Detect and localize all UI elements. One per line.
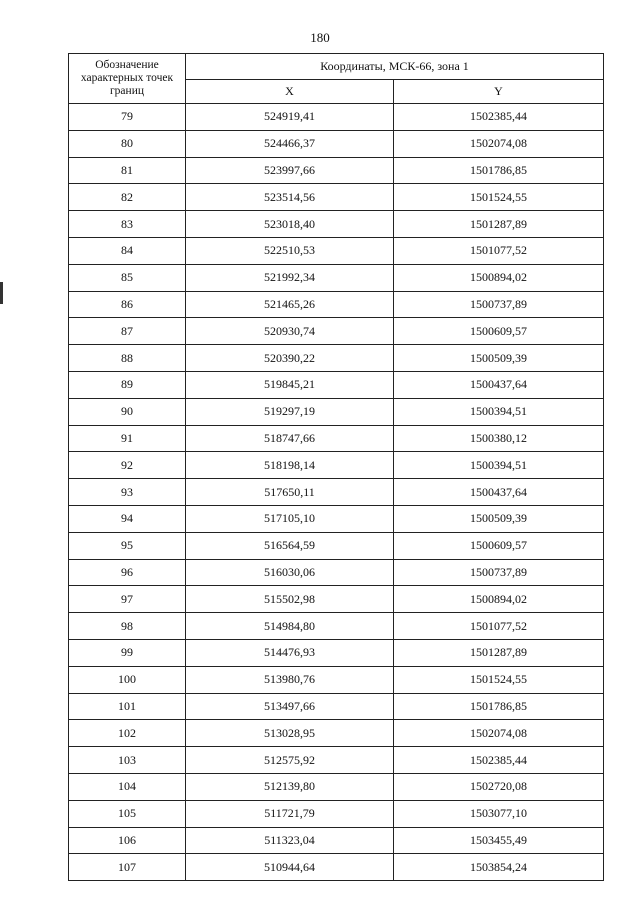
x-coordinate-cell: 512139,80 xyxy=(186,773,394,800)
point-cell: 86 xyxy=(69,291,186,318)
x-coordinate-cell: 516030,06 xyxy=(186,559,394,586)
x-coordinate-cell: 512575,92 xyxy=(186,747,394,774)
y-coordinate-cell: 1503077,10 xyxy=(394,800,604,827)
y-coordinate-cell: 1501786,85 xyxy=(394,693,604,720)
table-row xyxy=(69,505,604,532)
point-cell: 91 xyxy=(69,425,186,452)
y-coordinate-cell: 1500737,89 xyxy=(394,559,604,586)
point-cell: 87 xyxy=(69,318,186,345)
point-cell: 99 xyxy=(69,639,186,666)
table-row xyxy=(69,425,604,452)
y-coordinate-cell: 1500394,51 xyxy=(394,452,604,479)
x-coordinate-cell: 519297,19 xyxy=(186,398,394,425)
x-coordinate-cell: 515502,98 xyxy=(186,586,394,613)
point-cell: 94 xyxy=(69,505,186,532)
x-coordinate-cell: 513028,95 xyxy=(186,720,394,747)
point-cell: 100 xyxy=(69,666,186,693)
point-cell: 84 xyxy=(69,237,186,264)
table-row xyxy=(69,800,604,827)
page-number: 180 xyxy=(310,30,330,45)
point-cell: 89 xyxy=(69,371,186,398)
x-coordinate-cell: 518198,14 xyxy=(186,452,394,479)
y-coordinate-cell: 1501786,85 xyxy=(394,157,604,184)
x-coordinate-cell: 523018,40 xyxy=(186,211,394,238)
y-coordinate-cell: 1503854,24 xyxy=(394,854,604,881)
y-coordinate-cell: 1501524,55 xyxy=(394,184,604,211)
table-row xyxy=(69,586,604,613)
table-row xyxy=(69,291,604,318)
table-row xyxy=(69,345,604,372)
table-row xyxy=(69,398,604,425)
table-row xyxy=(69,532,604,559)
x-coordinate-cell: 520930,74 xyxy=(186,318,394,345)
x-coordinate-cell: 514476,93 xyxy=(186,639,394,666)
point-cell: 81 xyxy=(69,157,186,184)
table-body xyxy=(69,104,604,881)
y-coordinate-cell: 1502074,08 xyxy=(394,130,604,157)
point-cell: 102 xyxy=(69,720,186,747)
y-coordinate-cell: 1501287,89 xyxy=(394,639,604,666)
table-row xyxy=(69,479,604,506)
coordinates-header: Координаты, МСК-66, зона 1 xyxy=(186,54,604,80)
y-coordinate-cell: 1502720,08 xyxy=(394,773,604,800)
y-coordinate-cell: 1501077,52 xyxy=(394,237,604,264)
point-cell: 82 xyxy=(69,184,186,211)
point-cell: 88 xyxy=(69,345,186,372)
y-coordinate-cell: 1502385,44 xyxy=(394,747,604,774)
table-row xyxy=(69,318,604,345)
y-coordinate-cell: 1500737,89 xyxy=(394,291,604,318)
point-cell: 98 xyxy=(69,613,186,640)
table-header xyxy=(69,54,604,104)
table-row xyxy=(69,747,604,774)
y-coordinate-cell: 1500609,57 xyxy=(394,318,604,345)
table-row xyxy=(69,854,604,881)
table-row xyxy=(69,639,604,666)
point-cell: 101 xyxy=(69,693,186,720)
y-coordinate-cell: 1500437,64 xyxy=(394,479,604,506)
x-coordinate-cell: 521465,26 xyxy=(186,291,394,318)
x-coordinate-cell: 522510,53 xyxy=(186,237,394,264)
y-coordinate-cell: 1500437,64 xyxy=(394,371,604,398)
table-row xyxy=(69,104,604,131)
y-coordinate-cell: 1500509,39 xyxy=(394,345,604,372)
table-row xyxy=(69,693,604,720)
y-coordinate-cell: 1501287,89 xyxy=(394,211,604,238)
x-coordinate-cell: 514984,80 xyxy=(186,613,394,640)
table-row xyxy=(69,371,604,398)
table-row xyxy=(69,130,604,157)
x-coordinate-cell: 520390,22 xyxy=(186,345,394,372)
point-cell: 104 xyxy=(69,773,186,800)
point-cell: 85 xyxy=(69,264,186,291)
y-coordinate-cell: 1500380,12 xyxy=(394,425,604,452)
table-row xyxy=(69,720,604,747)
x-coordinate-cell: 510944,64 xyxy=(186,854,394,881)
point-cell: 93 xyxy=(69,479,186,506)
point-cell: 103 xyxy=(69,747,186,774)
y-coordinate-cell: 1503455,49 xyxy=(394,827,604,854)
point-cell: 105 xyxy=(69,800,186,827)
table-row xyxy=(69,157,604,184)
point-cell: 95 xyxy=(69,532,186,559)
point-cell: 83 xyxy=(69,211,186,238)
x-coordinate-cell: 516564,59 xyxy=(186,532,394,559)
table-row xyxy=(69,559,604,586)
x-coordinate-cell: 524919,41 xyxy=(186,104,394,131)
point-cell: 97 xyxy=(69,586,186,613)
x-coordinate-cell: 511721,79 xyxy=(186,800,394,827)
x-coordinate-cell: 521992,34 xyxy=(186,264,394,291)
table-row xyxy=(69,613,604,640)
table-row xyxy=(69,666,604,693)
table-row xyxy=(69,237,604,264)
designation-header: Обозначение характерных точек границ xyxy=(69,54,186,104)
y-coordinate-cell: 1500509,39 xyxy=(394,505,604,532)
y-coordinate-cell: 1500894,02 xyxy=(394,586,604,613)
point-cell: 107 xyxy=(69,854,186,881)
table-row xyxy=(69,827,604,854)
y-column-header: Y xyxy=(394,80,604,104)
y-coordinate-cell: 1500394,51 xyxy=(394,398,604,425)
x-coordinate-cell: 513497,66 xyxy=(186,693,394,720)
point-cell: 106 xyxy=(69,827,186,854)
x-coordinate-cell: 519845,21 xyxy=(186,371,394,398)
table-row xyxy=(69,264,604,291)
y-coordinate-cell: 1501524,55 xyxy=(394,666,604,693)
point-cell: 79 xyxy=(69,104,186,131)
y-coordinate-cell: 1502385,44 xyxy=(394,104,604,131)
x-coordinate-cell: 523514,56 xyxy=(186,184,394,211)
x-coordinate-cell: 524466,37 xyxy=(186,130,394,157)
table-row xyxy=(69,211,604,238)
x-coordinate-cell: 511323,04 xyxy=(186,827,394,854)
table-row xyxy=(69,452,604,479)
x-coordinate-cell: 517650,11 xyxy=(186,479,394,506)
coordinates-table xyxy=(68,53,604,881)
scan-edge-mark xyxy=(0,282,3,304)
x-coordinate-cell: 518747,66 xyxy=(186,425,394,452)
x-coordinate-cell: 513980,76 xyxy=(186,666,394,693)
table-row xyxy=(69,184,604,211)
point-cell: 92 xyxy=(69,452,186,479)
x-coordinate-cell: 517105,10 xyxy=(186,505,394,532)
x-column-header: X xyxy=(186,80,394,104)
y-coordinate-cell: 1501077,52 xyxy=(394,613,604,640)
point-cell: 96 xyxy=(69,559,186,586)
y-coordinate-cell: 1500894,02 xyxy=(394,264,604,291)
y-coordinate-cell: 1502074,08 xyxy=(394,720,604,747)
table-row xyxy=(69,773,604,800)
x-coordinate-cell: 523997,66 xyxy=(186,157,394,184)
point-cell: 90 xyxy=(69,398,186,425)
point-cell: 80 xyxy=(69,130,186,157)
y-coordinate-cell: 1500609,57 xyxy=(394,532,604,559)
